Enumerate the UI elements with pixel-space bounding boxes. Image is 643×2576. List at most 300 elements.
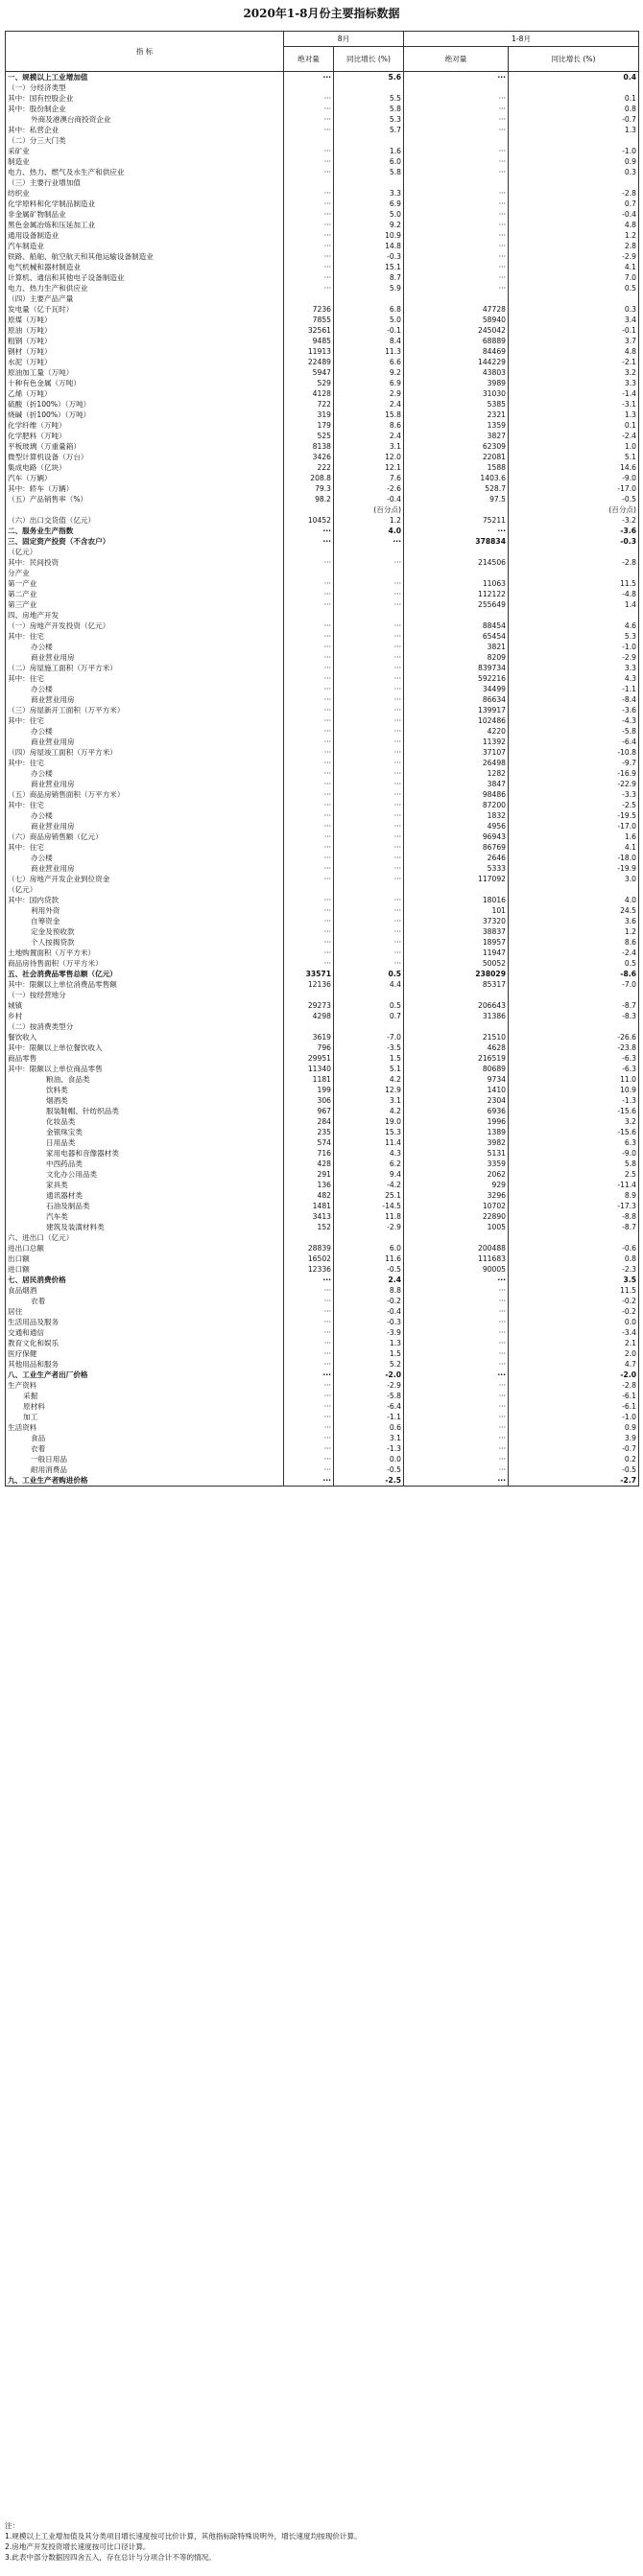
table-row [6, 621, 639, 631]
table-row [6, 104, 639, 114]
cell-cumulative-growth: 3.2 [509, 367, 639, 378]
cell-month-growth: -0.3 [334, 251, 404, 262]
row-label: 第三产业 [6, 599, 284, 610]
cell-month-value: ··· [284, 167, 334, 177]
row-label: 八、工业生产者出厂价格 [6, 1370, 284, 1380]
cell-month-growth: 15.8 [334, 410, 404, 420]
row-label: （五）商品房销售面积（万平方米） [6, 789, 284, 800]
cell-cumulative-growth: 0.2 [509, 1454, 639, 1464]
table-row [6, 167, 639, 177]
cell-month-value: ··· [284, 114, 334, 125]
row-label: （亿元） [6, 884, 284, 895]
row-label: 交通和通信 [6, 1327, 284, 1338]
cell-cumulative-growth: 0.5 [509, 958, 639, 969]
row-label: 其中：住宅 [6, 800, 284, 810]
cell-month-value: ··· [284, 863, 334, 874]
cell-cumulative-growth: -0.4 [509, 209, 639, 220]
cell-month-value: ··· [284, 948, 334, 958]
cell-cumulative-growth [509, 990, 639, 1000]
header-cumulative-absolute: 绝对量 [404, 47, 509, 72]
cell-cumulative-growth: -8.3 [509, 1011, 639, 1021]
row-label: 其中：住宅 [6, 758, 284, 768]
cell-month-value: ··· [284, 937, 334, 948]
row-label: 建筑及装潢材料类 [6, 1222, 284, 1232]
table-row [6, 800, 639, 810]
cell-month-growth: 11.6 [334, 1253, 404, 1264]
cell-cumulative-value: 86769 [404, 842, 509, 853]
cell-cumulative-value: ··· [404, 283, 509, 293]
table-row [6, 979, 639, 990]
table-row [6, 1064, 639, 1074]
table-row [6, 684, 639, 694]
row-label: 其中：民间投资 [6, 557, 284, 568]
cell-month-growth: 0.7 [334, 1011, 404, 1021]
table-row [6, 315, 639, 325]
cell-month-growth [334, 547, 404, 557]
cell-month-value: ··· [284, 536, 334, 547]
cell-cumulative-growth: 0.0 [509, 1317, 639, 1327]
table-row [6, 1190, 639, 1201]
cell-month-growth: ··· [334, 726, 404, 737]
cell-month-value: ··· [284, 916, 334, 926]
cell-month-value: ··· [284, 1391, 334, 1401]
table-row [6, 1169, 639, 1180]
cell-month-growth: ··· [334, 821, 404, 831]
cell-month-value: ··· [284, 1433, 334, 1443]
cell-cumulative-value: ··· [404, 1422, 509, 1433]
page-title: 2020年1-8月份主要指标数据 [243, 7, 400, 20]
cell-month-value: 796 [284, 1042, 334, 1053]
cell-cumulative-value: 101 [404, 905, 509, 916]
row-label: 四、房地产开发 [6, 610, 284, 621]
cell-cumulative-value: 86634 [404, 694, 509, 705]
table-row [6, 1401, 639, 1412]
cell-month-growth: 8.6 [334, 420, 404, 431]
cell-month-value: 574 [284, 1137, 334, 1148]
table-row [6, 821, 639, 831]
cell-cumulative-value: 2646 [404, 853, 509, 863]
cell-month-growth: -6.4 [334, 1401, 404, 1412]
cell-cumulative-growth: -2.8 [509, 188, 639, 199]
table-row [6, 905, 639, 916]
cell-cumulative-value: 139917 [404, 705, 509, 715]
cell-cumulative-value: ··· [404, 241, 509, 251]
table-row [6, 125, 639, 135]
table-row [6, 895, 639, 905]
cell-month-growth: 0.6 [334, 1422, 404, 1433]
row-label: 发电量（亿千瓦时） [6, 304, 284, 315]
cell-cumulative-value: ··· [404, 230, 509, 241]
table-row [6, 1243, 639, 1253]
cell-cumulative-value: ··· [404, 1380, 509, 1391]
cell-cumulative-growth: -1.0 [509, 1412, 639, 1422]
cell-month-growth: ··· [334, 758, 404, 768]
table-row [6, 336, 639, 346]
cell-cumulative-growth: -3.2 [509, 515, 639, 526]
cell-cumulative-growth: -15.6 [509, 1127, 639, 1137]
cell-month-growth: 15.1 [334, 262, 404, 272]
row-label: 汽车制造业 [6, 241, 284, 251]
cell-cumulative-growth: -2.7 [509, 1475, 639, 1487]
cell-cumulative-growth: 4.6 [509, 621, 639, 631]
table-row [6, 536, 639, 547]
cell-month-growth: ··· [334, 810, 404, 821]
cell-month-growth [334, 610, 404, 621]
cell-month-growth: 5.9 [334, 283, 404, 293]
cell-month-value [284, 547, 334, 557]
cell-month-value: ··· [284, 694, 334, 705]
cell-month-growth: ··· [334, 631, 404, 642]
cell-cumulative-value [404, 884, 509, 895]
row-label: 石油及制品类 [6, 1201, 284, 1211]
table-row [6, 1433, 639, 1443]
cell-month-growth: -0.3 [334, 1317, 404, 1327]
cell-month-growth: ··· [334, 831, 404, 842]
cell-cumulative-growth: -2.8 [509, 557, 639, 568]
cell-month-value: ··· [284, 146, 334, 156]
row-label: 办公楼 [6, 768, 284, 779]
row-label: 利用外资 [6, 905, 284, 916]
cell-month-value: ··· [284, 874, 334, 884]
cell-month-growth: 1.5 [334, 1053, 404, 1064]
cell-cumulative-growth: 8.6 [509, 937, 639, 948]
cell-cumulative-growth: -1.3 [509, 1095, 639, 1106]
cell-cumulative-growth: -0.7 [509, 1443, 639, 1454]
cell-month-value: 306 [284, 1095, 334, 1106]
row-label: 其中：轿车（万辆） [6, 483, 284, 494]
row-label: 其中：私营企业 [6, 125, 284, 135]
table-row [6, 1211, 639, 1222]
cell-cumulative-value [404, 135, 509, 146]
cell-cumulative-growth: -0.1 [509, 325, 639, 336]
cell-month-value: ··· [284, 642, 334, 652]
cell-cumulative-growth: -2.4 [509, 431, 639, 441]
cell-cumulative-value [404, 293, 509, 304]
cell-month-value: ··· [284, 926, 334, 937]
cell-month-value: 722 [284, 399, 334, 410]
cell-month-value: 3413 [284, 1211, 334, 1222]
cell-month-growth: ··· [334, 853, 404, 863]
row-label: 办公楼 [6, 684, 284, 694]
cell-cumulative-value: 3359 [404, 1159, 509, 1169]
cell-cumulative-growth [509, 293, 639, 304]
row-label: 原材料 [6, 1401, 284, 1412]
row-label: 其中：国内贷款 [6, 895, 284, 905]
cell-cumulative-growth: -0.5 [509, 1464, 639, 1475]
cell-month-value [284, 568, 334, 578]
row-label: 粮油、食品类 [6, 1074, 284, 1085]
cell-cumulative-growth: -9.7 [509, 758, 639, 768]
cell-month-growth: 7.6 [334, 473, 404, 483]
cell-cumulative-growth: -19.9 [509, 863, 639, 874]
cell-month-value [284, 990, 334, 1000]
cell-cumulative-value: ··· [404, 1391, 509, 1401]
cell-cumulative-growth: 2.5 [509, 1169, 639, 1180]
cell-cumulative-value [404, 568, 509, 578]
cell-month-value: ··· [284, 283, 334, 293]
cell-month-value: ··· [284, 526, 334, 536]
table-row [6, 72, 639, 83]
cell-month-value: ··· [284, 789, 334, 800]
cell-cumulative-value: 21510 [404, 1032, 509, 1042]
row-label: 化学纤维（万吨） [6, 420, 284, 431]
cell-cumulative-value [404, 610, 509, 621]
cell-month-value: ··· [284, 1327, 334, 1338]
cell-month-value: 284 [284, 1116, 334, 1127]
cell-cumulative-growth: -8.7 [509, 1222, 639, 1232]
cell-month-value: ··· [284, 1348, 334, 1359]
cell-cumulative-growth: -3.6 [509, 705, 639, 715]
cell-month-value: ··· [284, 589, 334, 599]
table-row [6, 1348, 639, 1359]
cell-month-growth [334, 177, 404, 188]
table-header [6, 32, 639, 72]
row-label: 分产业 [6, 568, 284, 578]
cell-month-value: 3619 [284, 1032, 334, 1042]
notes [5, 2520, 638, 2563]
cell-cumulative-value: 90005 [404, 1264, 509, 1275]
cell-month-growth: ··· [334, 948, 404, 958]
cell-cumulative-growth: -2.9 [509, 251, 639, 262]
cell-month-growth: -3.9 [334, 1327, 404, 1338]
table-row [6, 1011, 639, 1021]
cell-month-growth: 9.2 [334, 367, 404, 378]
cell-month-value: ··· [284, 104, 334, 114]
cell-cumulative-growth: -1.0 [509, 642, 639, 652]
row-label: 平板玻璃（万重量箱） [6, 441, 284, 452]
table-row [6, 589, 639, 599]
cell-month-value: ··· [284, 125, 334, 135]
cell-month-value: ··· [284, 209, 334, 220]
cell-cumulative-value: 1588 [404, 462, 509, 473]
cell-month-value: 11340 [284, 1064, 334, 1074]
cell-cumulative-growth: -3.1 [509, 399, 639, 410]
cell-cumulative-value: 378834 [404, 536, 509, 547]
cell-cumulative-growth: 11.0 [509, 1074, 639, 1085]
cell-month-value: 199 [284, 1085, 334, 1095]
cell-cumulative-growth [509, 1021, 639, 1032]
cell-cumulative-value [404, 547, 509, 557]
cell-month-growth: ··· [334, 578, 404, 589]
row-label: 进口额 [6, 1264, 284, 1275]
row-label: 日用品类 [6, 1137, 284, 1148]
cell-month-growth: ··· [334, 715, 404, 726]
cell-month-value: ··· [284, 1370, 334, 1380]
header-month: 8月 [284, 32, 404, 47]
row-label: 其中：限额以上单位商品零售 [6, 1064, 284, 1074]
row-label: 第一产业 [6, 578, 284, 589]
cell-cumulative-value: 1282 [404, 768, 509, 779]
row-label: 五、社会消费品零售总额（亿元） [6, 969, 284, 979]
row-label: 商业营业用房 [6, 821, 284, 831]
cell-cumulative-value: 3821 [404, 642, 509, 652]
cell-cumulative-growth: 3.6 [509, 916, 639, 926]
cell-month-value: ··· [284, 1454, 334, 1464]
cell-month-growth: 3.1 [334, 441, 404, 452]
cell-cumulative-value: 22081 [404, 452, 509, 462]
cell-cumulative-growth: -23.8 [509, 1042, 639, 1053]
cell-month-value: ··· [284, 958, 334, 969]
cell-cumulative-growth: -3.4 [509, 1327, 639, 1338]
cell-month-growth: 2.9 [334, 388, 404, 399]
cell-cumulative-growth: 14.6 [509, 462, 639, 473]
cell-month-value: 5947 [284, 367, 334, 378]
cell-month-growth: ··· [334, 747, 404, 758]
cell-cumulative-value: 1359 [404, 420, 509, 431]
cell-cumulative-value: ··· [404, 1412, 509, 1422]
table-row [6, 631, 639, 642]
cell-month-growth: 12.0 [334, 452, 404, 462]
row-label: 通用设备制造业 [6, 230, 284, 241]
cell-cumulative-value: 144229 [404, 357, 509, 367]
cell-month-growth: 2.4 [334, 431, 404, 441]
row-label: （一）按经营地分 [6, 990, 284, 1000]
cell-cumulative-value: ··· [404, 1475, 509, 1487]
cell-cumulative-value: ··· [404, 1317, 509, 1327]
cell-month-growth: 1.2 [334, 515, 404, 526]
cell-month-value: 525 [284, 431, 334, 441]
table-row [6, 990, 639, 1000]
cell-cumulative-growth: 4.0 [509, 895, 639, 905]
cell-cumulative-value: 11392 [404, 737, 509, 747]
row-label: 服装鞋帽、针纺织品类 [6, 1106, 284, 1116]
row-label: 采矿业 [6, 146, 284, 156]
cell-month-value: ··· [284, 1422, 334, 1433]
row-label: 自筹资金 [6, 916, 284, 926]
cell-cumulative-growth: -18.0 [509, 853, 639, 863]
cell-cumulative-growth: 4.7 [509, 1359, 639, 1370]
row-label: 电力、热力生产和供应业 [6, 283, 284, 293]
cell-cumulative-growth: -4.3 [509, 715, 639, 726]
cell-month-value [284, 1021, 334, 1032]
cell-cumulative-value: 200488 [404, 1243, 509, 1253]
cell-cumulative-value: 3847 [404, 779, 509, 789]
cell-month-value: ··· [284, 230, 334, 241]
cell-cumulative-value: 43803 [404, 367, 509, 378]
cell-month-growth: ··· [334, 737, 404, 747]
cell-month-value: ··· [284, 1464, 334, 1475]
cell-cumulative-value: ··· [404, 1401, 509, 1412]
table-row [6, 1264, 639, 1275]
cell-month-growth: 0.0 [334, 1454, 404, 1464]
row-label: （六）商品房销售额（亿元） [6, 831, 284, 842]
table-row [6, 599, 639, 610]
table-row [6, 504, 639, 515]
cell-cumulative-value: 80689 [404, 1064, 509, 1074]
cell-cumulative-value [404, 504, 509, 515]
cell-month-value: ··· [284, 1275, 334, 1285]
cell-month-growth: ··· [334, 684, 404, 694]
row-label: 个人按揭贷款 [6, 937, 284, 948]
cell-month-growth: ··· [334, 705, 404, 715]
cell-month-value: 716 [284, 1148, 334, 1159]
row-label: 耐用消费品 [6, 1464, 284, 1475]
table-row [6, 114, 639, 125]
row-label: 生活资料 [6, 1422, 284, 1433]
table-row [6, 93, 639, 104]
table-row [6, 177, 639, 188]
row-label: 办公楼 [6, 810, 284, 821]
table-row [6, 926, 639, 937]
row-label: 烟酒类 [6, 1095, 284, 1106]
cell-cumulative-value: ··· [404, 167, 509, 177]
table-row [6, 758, 639, 768]
cell-cumulative-value: 216519 [404, 1053, 509, 1064]
table-row [6, 241, 639, 251]
cell-month-growth: 3.1 [334, 1433, 404, 1443]
cell-month-growth: 1.6 [334, 146, 404, 156]
cell-cumulative-value: 3296 [404, 1190, 509, 1201]
row-label: 生活用品及服务 [6, 1317, 284, 1327]
cell-month-value: ··· [284, 779, 334, 789]
row-label: 办公楼 [6, 853, 284, 863]
cell-month-growth: ··· [334, 536, 404, 547]
row-label: 家具类 [6, 1180, 284, 1190]
cell-month-growth: 4.4 [334, 979, 404, 990]
cell-cumulative-growth: 4.3 [509, 673, 639, 684]
cell-cumulative-growth: -8.8 [509, 1211, 639, 1222]
cell-month-growth: 2.4 [334, 1275, 404, 1285]
cell-cumulative-growth: -0.2 [509, 1306, 639, 1317]
cell-cumulative-value [404, 1021, 509, 1032]
cell-month-value: 16502 [284, 1253, 334, 1264]
cell-cumulative-value: ··· [404, 262, 509, 272]
row-label: 商业营业用房 [6, 779, 284, 789]
cell-cumulative-growth: 2.8 [509, 241, 639, 251]
cell-cumulative-growth: 8.9 [509, 1190, 639, 1201]
cell-month-growth: -2.6 [334, 483, 404, 494]
row-label: 其中：住宅 [6, 715, 284, 726]
row-label: 集成电路（亿块） [6, 462, 284, 473]
cell-month-growth: -4.2 [334, 1180, 404, 1190]
row-label: 出口额 [6, 1253, 284, 1264]
table-row [6, 1232, 639, 1243]
cell-cumulative-value: ··· [404, 209, 509, 220]
cell-month-value: 967 [284, 1106, 334, 1116]
cell-month-growth: 12.1 [334, 462, 404, 473]
cell-month-growth: ··· [334, 768, 404, 779]
cell-cumulative-value: 47728 [404, 304, 509, 315]
cell-cumulative-value: ··· [404, 1306, 509, 1317]
table-row [6, 884, 639, 895]
row-label: （三）主要行业增加值 [6, 177, 284, 188]
cell-month-growth: 0.5 [334, 969, 404, 979]
row-label: 办公楼 [6, 642, 284, 652]
row-label: 化妆品类 [6, 1116, 284, 1127]
row-label: 原油加工量（万吨） [6, 367, 284, 378]
table-row [6, 1359, 639, 1370]
cell-cumulative-value: 5333 [404, 863, 509, 874]
cell-cumulative-growth: 1.2 [509, 926, 639, 937]
cell-cumulative-growth [509, 82, 639, 93]
cell-month-value: ··· [284, 1412, 334, 1422]
row-label: 定金及预收款 [6, 926, 284, 937]
table-row [6, 568, 639, 578]
cell-month-value: ··· [284, 1475, 334, 1487]
cell-cumulative-growth: -2.8 [509, 1380, 639, 1391]
row-label: （亿元） [6, 547, 284, 557]
cell-month-value: ··· [284, 241, 334, 251]
row-label: 七、居民消费价格 [6, 1275, 284, 1285]
row-label: 商业营业用房 [6, 737, 284, 747]
table-row [6, 1127, 639, 1137]
table-row [6, 1475, 639, 1487]
cell-month-growth: ··· [334, 789, 404, 800]
table-row [6, 652, 639, 663]
cell-month-value: 29273 [284, 1000, 334, 1011]
header-indicator: 指 标 [6, 32, 284, 72]
table-row [6, 146, 639, 156]
